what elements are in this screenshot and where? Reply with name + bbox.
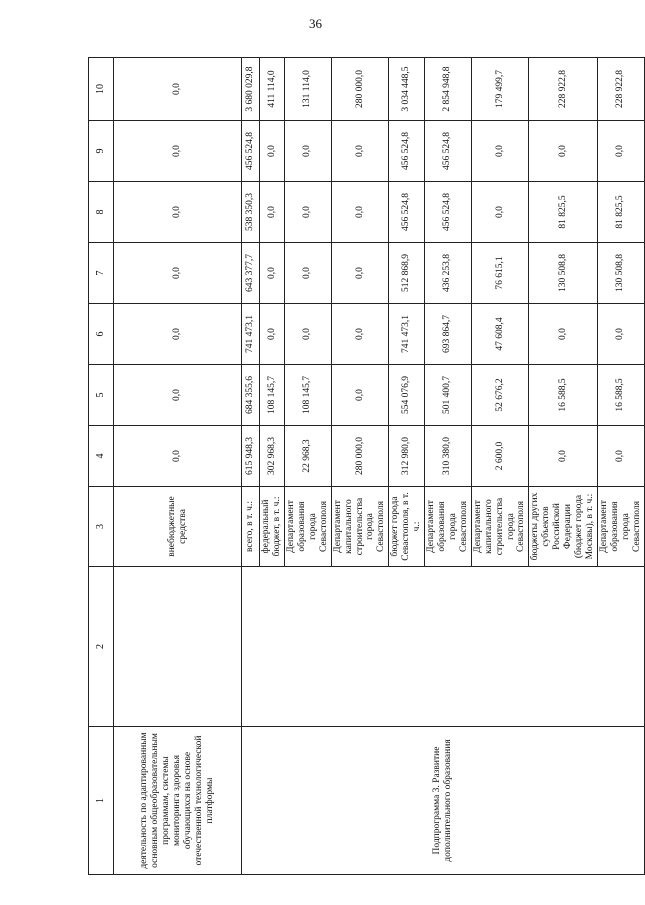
- value-cell: 0,0: [529, 121, 598, 182]
- header-cell: 5: [89, 365, 114, 426]
- source-cell: Департамент капитального строительства города Севастополя: [331, 487, 389, 567]
- header-cell: 1: [89, 727, 114, 875]
- value-cell: 76 615,1: [471, 243, 529, 304]
- value-cell: 615 948,3: [242, 426, 260, 487]
- value-cell: 0,0: [597, 121, 644, 182]
- value-cell: 3 034 448,5: [389, 58, 425, 121]
- header-cell: 2: [89, 567, 114, 727]
- source-cell: Департамент образования города Севастополя: [597, 487, 644, 567]
- value-cell: 3 680 029,8: [242, 58, 260, 121]
- header-cell: 4: [89, 426, 114, 487]
- value-cell: 554 076,9: [389, 365, 425, 426]
- value-cell: 0,0: [597, 304, 644, 365]
- value-cell: 0,0: [114, 304, 242, 365]
- value-cell: 228 922,8: [597, 58, 644, 121]
- value-cell: 0,0: [260, 243, 285, 304]
- value-cell: 411 114,0: [260, 58, 285, 121]
- source-cell: Департамент капитального строительства города Севастополя: [471, 487, 529, 567]
- value-cell: 52 676,2: [471, 365, 529, 426]
- header-cell: 6: [89, 304, 114, 365]
- value-cell: 0,0: [471, 182, 529, 243]
- value-cell: 16 588,5: [597, 365, 644, 426]
- value-cell: 741 473,1: [389, 304, 425, 365]
- empty-cell: [114, 567, 242, 727]
- value-cell: 0,0: [114, 365, 242, 426]
- value-cell: 22 968,3: [285, 426, 332, 487]
- value-cell: 81 825,5: [597, 182, 644, 243]
- value-cell: 0,0: [114, 182, 242, 243]
- source-cell: федеральный бюджет, в т. ч.:: [260, 487, 285, 567]
- header-cell: 10: [89, 58, 114, 121]
- value-cell: 0,0: [331, 365, 389, 426]
- value-cell: 0,0: [285, 304, 332, 365]
- empty-cell: [242, 567, 645, 727]
- value-cell: 0,0: [285, 121, 332, 182]
- value-cell: 0,0: [331, 121, 389, 182]
- value-cell: 280 000,0: [331, 426, 389, 487]
- value-cell: 2 600,0: [471, 426, 529, 487]
- value-cell: 741 473,1: [242, 304, 260, 365]
- source-cell: Департамент образования города Севастополя: [285, 487, 332, 567]
- activity-cell: деятельность по адаптированным основным общеобразовательным программам, системы мониторинга здоровья обучающихся на основе отечественной технологической платформы: [114, 727, 242, 875]
- value-cell: 501 400,7: [425, 365, 472, 426]
- value-cell: 179 499,7: [471, 58, 529, 121]
- source-cell: бюджеты других субъектов Российской Федерации (бюджет города Москвы), в т. ч.:: [529, 487, 598, 567]
- value-cell: 0,0: [471, 121, 529, 182]
- header-cell: 9: [89, 121, 114, 182]
- value-cell: 0,0: [114, 426, 242, 487]
- value-cell: 0,0: [331, 243, 389, 304]
- value-cell: 512 868,9: [389, 243, 425, 304]
- value-cell: 456 524,8: [389, 121, 425, 182]
- value-cell: 693 864,7: [425, 304, 472, 365]
- value-cell: 538 350,3: [242, 182, 260, 243]
- source-cell: всего, в т. ч.:: [242, 487, 260, 567]
- value-cell: 0,0: [260, 182, 285, 243]
- value-cell: 310 380,0: [425, 426, 472, 487]
- value-cell: 456 524,8: [425, 182, 472, 243]
- header-row: [89, 58, 114, 875]
- value-cell: 302 968,3: [260, 426, 285, 487]
- value-cell: 47 608,4: [471, 304, 529, 365]
- value-cell: 108 145,7: [260, 365, 285, 426]
- value-cell: 131 114,0: [285, 58, 332, 121]
- value-cell: 436 253,8: [425, 243, 472, 304]
- value-cell: 2 854 948,8: [425, 58, 472, 121]
- source-cell: внебюджетные средства: [114, 487, 242, 567]
- value-cell: 684 355,6: [242, 365, 260, 426]
- value-cell: 0,0: [114, 58, 242, 121]
- value-cell: 0,0: [285, 243, 332, 304]
- value-cell: 16 588,5: [529, 365, 598, 426]
- value-cell: 0,0: [260, 304, 285, 365]
- header-cell: 8: [89, 182, 114, 243]
- header-cell: 7: [89, 243, 114, 304]
- value-cell: 81 825,5: [529, 182, 598, 243]
- value-cell: 280 000,0: [331, 58, 389, 121]
- value-cell: 0,0: [529, 426, 598, 487]
- value-cell: 0,0: [331, 304, 389, 365]
- value-cell: 0,0: [114, 243, 242, 304]
- value-cell: 456 524,8: [389, 182, 425, 243]
- page-number: 36: [309, 16, 322, 31]
- rotated-table-wrapper: [88, 58, 642, 875]
- value-cell: 643 377,7: [242, 243, 260, 304]
- value-cell: 0,0: [114, 121, 242, 182]
- value-cell: 456 524,8: [425, 121, 472, 182]
- budget-table: [88, 57, 645, 875]
- value-cell: 108 145,7: [285, 365, 332, 426]
- value-cell: 456 524,8: [242, 121, 260, 182]
- table-row: [242, 58, 260, 875]
- value-cell: 0,0: [260, 121, 285, 182]
- value-cell: 0,0: [529, 304, 598, 365]
- source-cell: бюджет города Севастополя, в т. ч.:: [389, 487, 425, 567]
- value-cell: 0,0: [285, 182, 332, 243]
- value-cell: 130 508,8: [529, 243, 598, 304]
- subprogram-name-cell: Подпрограмма 3. Развитие дополнительного образования: [242, 727, 645, 875]
- source-cell: Департамент образования города Севастополя: [425, 487, 472, 567]
- value-cell: 0,0: [331, 182, 389, 243]
- value-cell: 130 508,8: [597, 243, 644, 304]
- value-cell: 0,0: [597, 426, 644, 487]
- value-cell: 312 980,0: [389, 426, 425, 487]
- header-cell: 3: [89, 487, 114, 567]
- value-cell: 228 922,8: [529, 58, 598, 121]
- table-row: [114, 58, 242, 875]
